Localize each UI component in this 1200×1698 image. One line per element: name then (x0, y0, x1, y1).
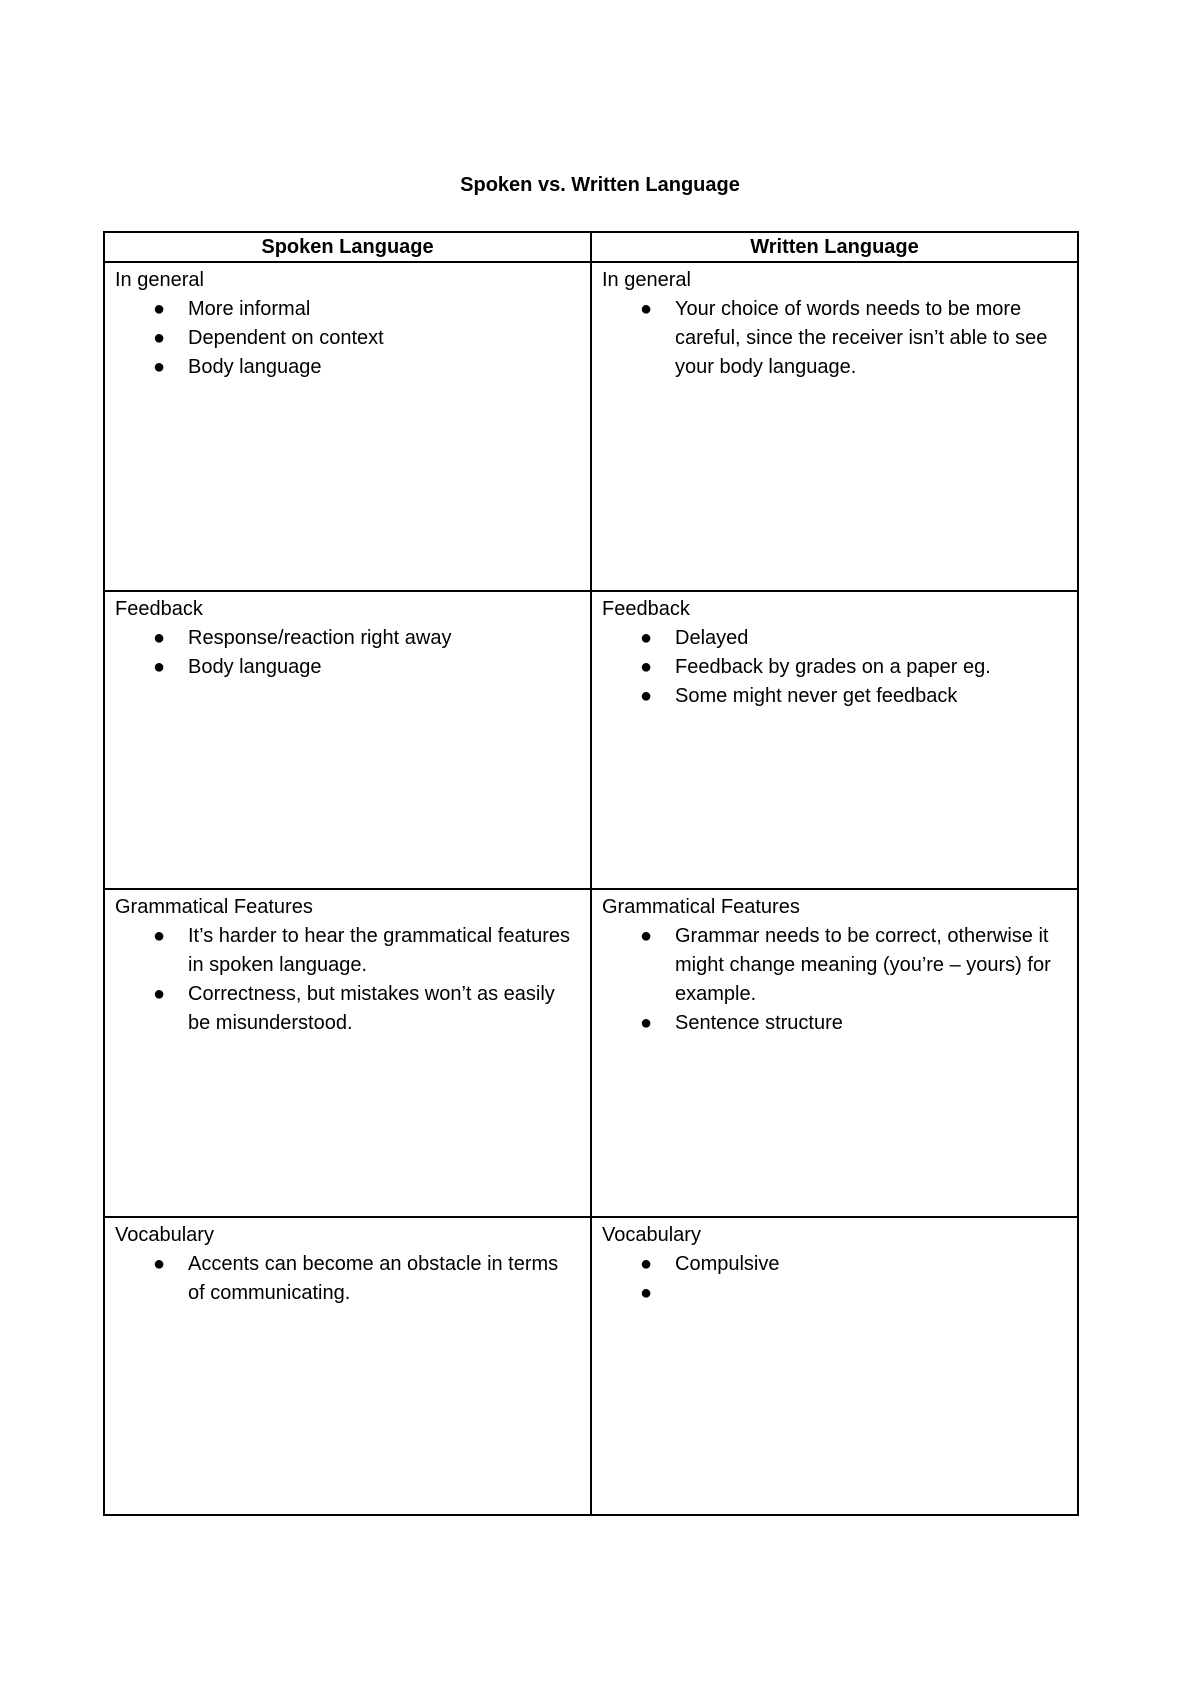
table-row (104, 262, 1078, 591)
column-header-spoken: Spoken Language (104, 232, 591, 262)
cell-spoken-vocabulary (104, 1217, 591, 1515)
bullet-icon: ● (640, 1012, 653, 1035)
list-item (115, 922, 582, 980)
cell-heading: Vocabulary (115, 1224, 214, 1247)
table-row (104, 1217, 1078, 1515)
list-item (115, 980, 582, 1038)
bullet-icon: ● (153, 627, 166, 650)
column-header-written: Written Language (591, 232, 1078, 262)
bullet-icon: ● (640, 925, 653, 948)
bullet-icon: ● (153, 925, 166, 948)
bullet-icon: ● (640, 685, 653, 708)
cell-heading: Feedback (602, 598, 690, 621)
bullet-list (602, 624, 1069, 711)
bullet-list (602, 1250, 1069, 1305)
bullet-list (115, 295, 582, 382)
page-title: Spoken vs. Written Language (460, 174, 740, 196)
list-item-text: Body language (188, 356, 322, 379)
comparison-table (103, 231, 1079, 1516)
cell-heading: In general (115, 269, 204, 292)
bullet-icon: ● (153, 298, 166, 321)
list-item (115, 653, 582, 682)
bullet-list (602, 295, 1069, 382)
list-item (115, 295, 582, 324)
list-item (602, 1009, 1069, 1038)
cell-written-feedback (591, 591, 1078, 889)
cell-spoken-general (104, 262, 591, 591)
cell-written-vocabulary (591, 1217, 1078, 1515)
cell-heading: Grammatical Features (602, 896, 800, 919)
list-item-text: Compulsive (675, 1253, 780, 1276)
list-item-text: Dependent on context (188, 327, 384, 350)
cell-written-general (591, 262, 1078, 591)
list-item-text: Some might never get feedback (675, 685, 958, 708)
list-item-text: Correctness, but mistakes won’t as easily be misunderstood. (188, 983, 555, 1035)
list-item-text: More informal (188, 298, 311, 321)
cell-written-grammar (591, 889, 1078, 1217)
bullet-icon: ● (640, 656, 653, 679)
bullet-list (115, 624, 582, 682)
list-item (115, 624, 582, 653)
cell-heading: Feedback (115, 598, 203, 621)
bullet-list (115, 1250, 582, 1308)
list-item (602, 653, 1069, 682)
bullet-icon: ● (153, 356, 166, 379)
list-item-text: Feedback by grades on a paper eg. (675, 656, 991, 679)
bullet-icon: ● (640, 298, 653, 321)
bullet-list (602, 922, 1069, 1038)
list-item (602, 922, 1069, 1009)
cell-spoken-feedback (104, 591, 591, 889)
table-header-row (104, 232, 1078, 262)
list-item-text: Body language (188, 656, 322, 679)
list-item-text: Accents can become an obstacle in terms of communicating. (188, 1253, 559, 1305)
bullet-icon: ● (153, 327, 166, 350)
list-item (602, 624, 1069, 653)
bullet-icon: ● (640, 1282, 653, 1305)
table-row (104, 889, 1078, 1217)
list-item-text: Grammar needs to be correct, otherwise it might change meaning (you’re – yours) for example. (675, 925, 1051, 1006)
bullet-icon: ● (153, 983, 166, 1006)
cell-heading: Vocabulary (602, 1224, 701, 1247)
cell-heading: Grammatical Features (115, 896, 313, 919)
list-item (602, 295, 1069, 382)
list-item (602, 682, 1069, 711)
list-item (602, 1250, 1069, 1279)
list-item (115, 324, 582, 353)
bullet-icon: ● (640, 627, 653, 650)
list-item-text: Delayed (675, 627, 749, 650)
list-item (115, 1250, 582, 1308)
bullet-list (115, 922, 582, 1038)
bullet-icon: ● (153, 656, 166, 679)
list-item-text: It’s harder to hear the grammatical features in spoken language. (188, 925, 571, 977)
bullet-icon: ● (640, 1253, 653, 1276)
cell-spoken-grammar (104, 889, 591, 1217)
list-item-text: Response/reaction right away (188, 627, 452, 650)
list-item-text: Sentence structure (675, 1012, 843, 1035)
list-item-text: Your choice of words needs to be more careful, since the receiver isn’t able to see your body language. (675, 298, 1048, 379)
list-item (115, 353, 582, 382)
bullet-icon: ● (153, 1253, 166, 1276)
cell-heading: In general (602, 269, 691, 292)
table-row (104, 591, 1078, 889)
